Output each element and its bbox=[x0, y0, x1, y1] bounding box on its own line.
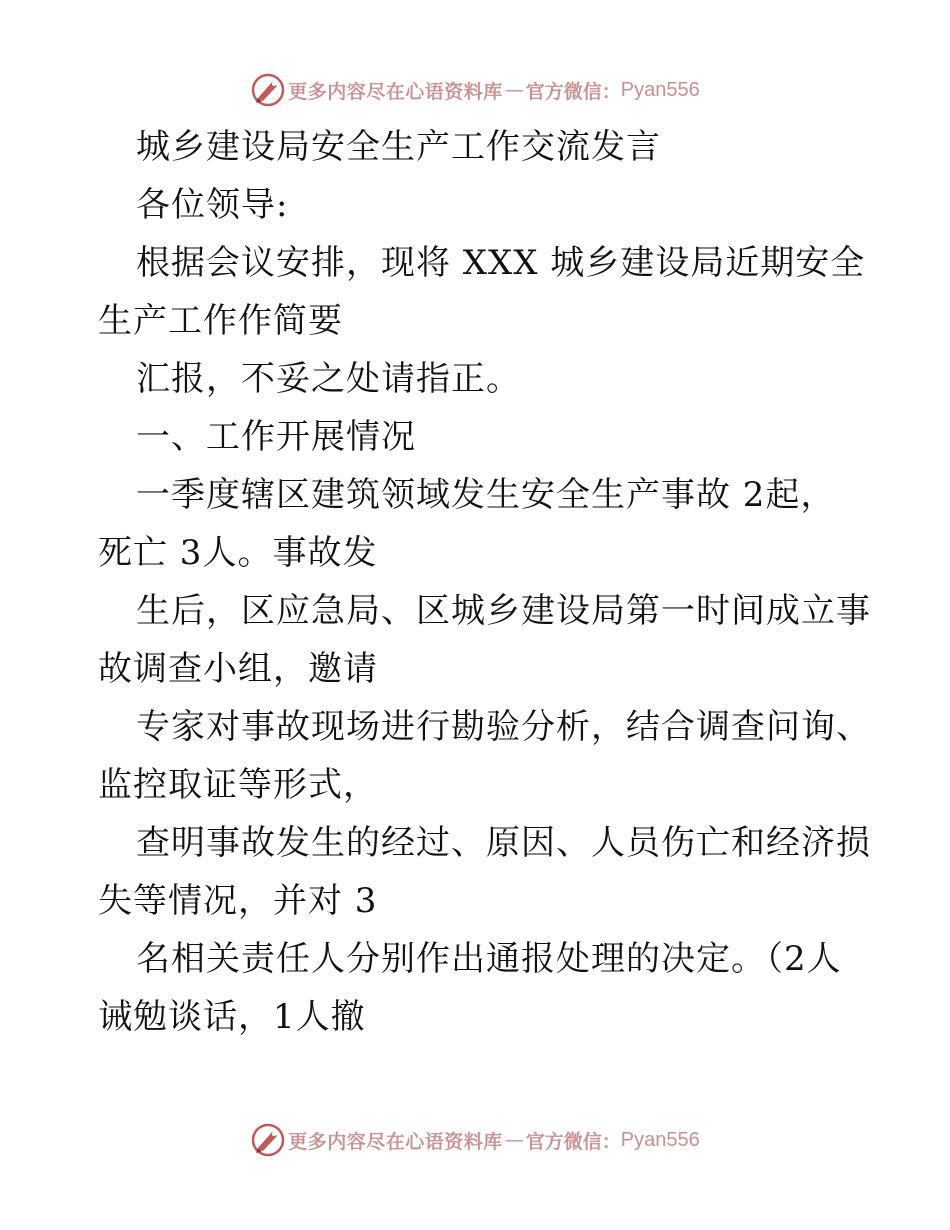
watermark-label: 官方微信： bbox=[525, 80, 621, 103]
watermark-separator: — bbox=[504, 1129, 524, 1151]
paragraph-line: 监控取证等形式， bbox=[98, 765, 378, 805]
paragraph-line: 生后，区应急局、区城乡建设局第一时间成立事 bbox=[136, 591, 871, 631]
watermark-id: Pyan556 bbox=[620, 78, 700, 101]
watermark-label: 官方微信： bbox=[525, 1130, 621, 1153]
section-heading: 一、工作开展情况 bbox=[136, 417, 416, 457]
watermark-text: 更多内容尽在心语资料库 bbox=[288, 1130, 503, 1153]
watermark-separator: — bbox=[504, 79, 524, 101]
document-body bbox=[98, 118, 898, 1046]
paragraph-line: 汇报，不妥之处请指正。 bbox=[136, 359, 521, 399]
pen-logo-icon bbox=[250, 72, 286, 108]
salutation: 各位领导: bbox=[136, 185, 289, 225]
document-title: 城乡建设局安全生产工作交流发言 bbox=[136, 127, 661, 167]
pen-logo-icon bbox=[250, 1122, 286, 1158]
header-watermark bbox=[0, 70, 950, 110]
paragraph-line: 查明事故发生的经过、原因、人员伤亡和经济损 bbox=[136, 823, 871, 863]
paragraph-line: 名相关责任人分别作出通报处理的决定。（2人 bbox=[136, 939, 842, 979]
footer-watermark bbox=[0, 1120, 950, 1160]
paragraph-line: 根据会议安排，现将 XXX 城乡建设局近期安全 bbox=[136, 243, 866, 283]
paragraph-line: 失等情况，并对 3 bbox=[98, 881, 378, 921]
paragraph-line: 故调查小组，邀请 bbox=[98, 649, 378, 689]
paragraph-line: 诫勉谈话，1人撤 bbox=[98, 997, 366, 1037]
paragraph-line: 专家对事故现场进行勘验分析，结合调查问询、 bbox=[136, 707, 871, 747]
paragraph-line: 生产工作作简要 bbox=[98, 301, 343, 341]
paragraph-line: 死亡 3人。事故发 bbox=[98, 533, 378, 573]
paragraph-line: 一季度辖区建筑领域发生安全生产事故 2起， bbox=[136, 475, 836, 515]
watermark-id: Pyan556 bbox=[620, 1128, 700, 1151]
watermark-text: 更多内容尽在心语资料库 bbox=[288, 80, 503, 103]
